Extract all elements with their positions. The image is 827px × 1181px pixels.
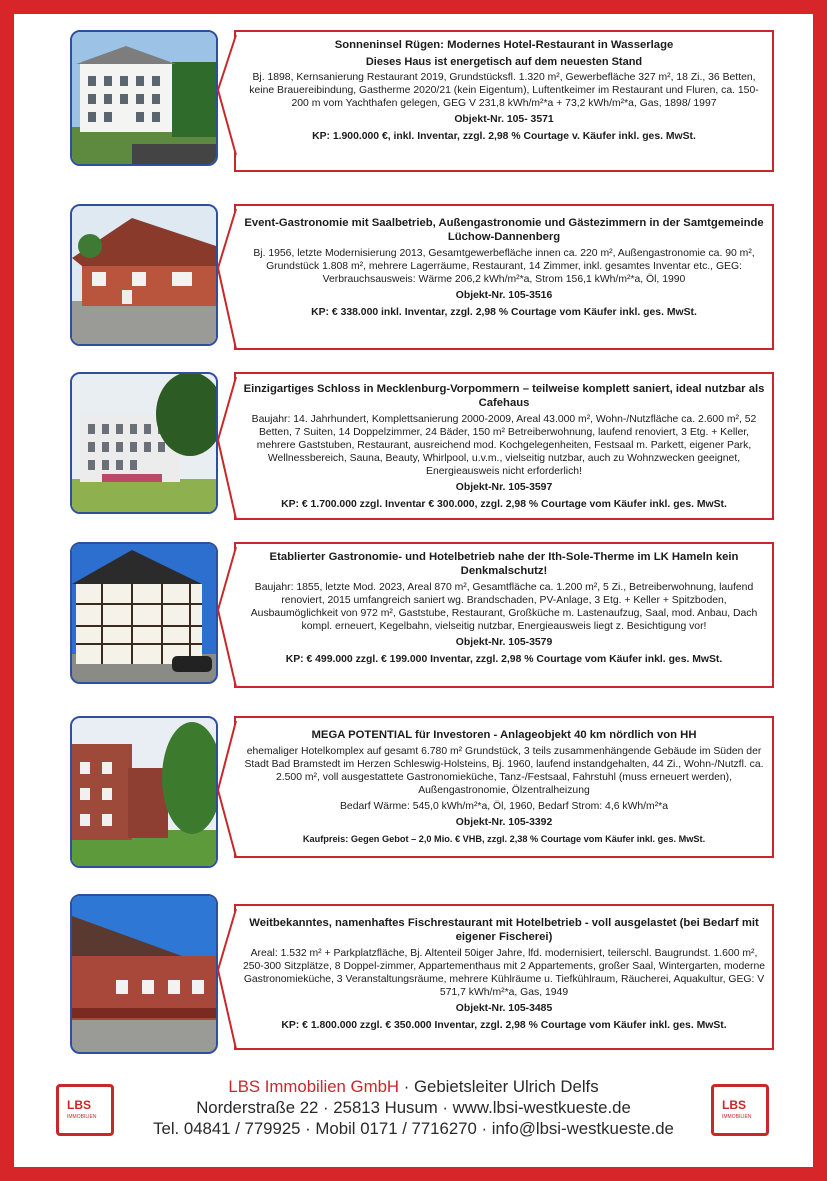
purchase-price: KP: 1.900.000 €, inkl. Inventar, zzgl. 2,98 % Courtage v. Käufer inkl. ges. MwSt.	[312, 131, 696, 142]
object-number: Objekt-Nr. 105-3597	[455, 482, 553, 493]
listing-title: Weitbekanntes, namenhaftes Fischrestaurant mit Hotelbetrieb - voll ausgelastet (bei Bedarf mit eigener Fischerei)	[249, 917, 759, 943]
listing-photo	[70, 30, 218, 166]
listing-title: Einzigartiges Schloss in Mecklenburg-Vorpommern – teilweise komplett saniert, ideal nutzbar als Cafehaus	[243, 383, 765, 409]
listing-card	[234, 716, 774, 858]
purchase-price: KP: € 338.000 inkl. Inventar, zzgl. 2,98 % Courtage vom Käufer inkl. ges. MwSt.	[311, 307, 697, 318]
listing-photo	[70, 204, 218, 346]
listing-card	[234, 204, 774, 350]
logo-subtext: IMMOBILIEN	[67, 1114, 97, 1120]
footer-phone-email: Tel. 04841 / 779925 · Mobil 0171 / 7716270 · info@lbsi-westkueste.de	[153, 1119, 674, 1138]
listing-title: Event-Gastronomie mit Saalbetrieb, Außengastronomie und Gästezimmern in der Samtgemeinde Lüchow-Dannenberg	[244, 217, 764, 243]
object-number: Objekt-Nr. 105-3485	[455, 1003, 553, 1014]
object-number: Objekt-Nr. 105-3516	[455, 290, 553, 301]
listing-details: Baujahr: 14. Jahrhundert, Komplettsanierung 2000-2009, Areal 43.000 m², Wohn-/Nutzfläche ca. 2.600 m², 52 Betten, 7 Suiten, 14 Doppelzimmer, 24 Bäder, 150 m² Betreiberwohnung, laufend renoviert, 3 Etg. + Keller, mehrere Gaststuben, Restaurant, ausreichend mod. Kochgelegenheiten, Festsaal m. Parkett, eigener Park, Wellnessbereich, Sauna, Beauty, Whirlpool, u.v.m., vielseitig nutzbar, auch zu Wohnzwecken geeignet, Energieausweis nicht erforderlich!	[251, 414, 757, 477]
listing-details: ehemaliger Hotelkomplex auf gesamt 6.780 m² Grundstück, 3 teils zusammenhängende Gebäude im Süden der Stadt Bad Bramstedt im Herzen Schleswig-Holsteins, Bj. 1960, laufend instandgehalten, 44 Zi., Wohn-/Nutzfl. ca. 2.500 m², voll ausgestattete Gastronomieküche, Tanz-/Festsaal, Fahrstuhl (muss erneuert werden), Außengastronomie, Ölzentralheizung	[244, 746, 764, 796]
listing-photo	[70, 542, 218, 684]
listing-photo	[70, 372, 218, 514]
listing-card	[234, 30, 774, 172]
footer-address: Norderstraße 22 · 25813 Husum · www.lbsi-westkueste.de	[196, 1098, 631, 1117]
listing-photo	[70, 894, 218, 1054]
logo-text: LBS	[67, 1098, 91, 1112]
energy-details: Bedarf Wärme: 545,0 kWh/m²*a, Öl, 1960, Bedarf Strom: 4,6 kWh/m²*a	[339, 801, 668, 812]
listing-details: Bj. 1898, Kernsanierung Restaurant 2019, Grundstücksfl. 1.320 m², Gewerbefläche 327 m², 18 Zi., 36 Betten, keine Brauereibindung, Gastherme 2020/21 (kein Eigentum), Luftentkeimer im Restaurant und Fluren, ca. 150-200 m vom Yachthafen gelegen, GEG V 231,8 kWh/m²*a + 73,2 kWh/m²*a, Gas, 1898/ 1997	[249, 72, 759, 109]
footer	[14, 1076, 813, 1156]
purchase-price: KP: € 1.800.000 zzgl. € 350.000 Inventar, zzgl. 2,98 % Courtage vom Käufer inkl. ges. MwSt.	[281, 1020, 727, 1031]
object-number: Objekt-Nr. 105-3579	[455, 637, 553, 648]
purchase-price: Kaufpreis: Gegen Gebot – 2,0 Mio. € VHB, zzgl. 2,38 % Courtage vom Käufer inkl. ges. MwSt.	[302, 834, 706, 844]
listing-photo	[70, 716, 218, 868]
logo-text: LBS	[722, 1098, 746, 1112]
company-name: LBS Immobilien GmbH	[228, 1077, 400, 1096]
object-number: Objekt-Nr. 105-3392	[455, 817, 553, 828]
listing-subtitle: Dieses Haus ist energetisch auf dem neuesten Stand	[365, 56, 643, 68]
footer-contact-line-1	[14, 1076, 813, 1097]
brochure-page	[14, 14, 813, 1167]
listing-card	[234, 372, 774, 520]
listing-card	[234, 904, 774, 1050]
logo-subtext: IMMOBILIEN	[722, 1114, 752, 1120]
listing-card	[234, 542, 774, 688]
listing-title: MEGA POTENTIAL für Investoren - Anlageobjekt 40 km nördlich von HH	[311, 729, 697, 741]
purchase-price: KP: € 499.000 zzgl. € 199.000 Inventar, zzgl. 2,98 % Courtage vom Käufer inkl. ges. MwSt.	[285, 654, 723, 665]
listing-details: Bj. 1956, letzte Modernisierung 2013, Gesamtgewerbefläche innen ca. 220 m², Außengastronomie ca. 90 m², Grundstück 1.808 m², mehrere Lagerräume, Restaurant, 14 Zimmer, inkl. gesamtes Inventar etc., GEG: Verbrauchsausweis: Wärme 206,2 kWh/m²*a, Strom 156,1 kWh/m²*a, Öl, 1990	[253, 248, 755, 285]
object-number: Objekt-Nr. 105- 3571	[454, 114, 554, 125]
listing-details: Areal: 1.532 m² + Parkplatzfläche, Bj. Altenteil 50iger Jahre, lfd. modernisiert, teilerschl. Baugrundst. 1.600 m², 250-300 Sitzplätze, 8 Doppel-zimmer, Appartementhaus mit 2 Appartements, großer Saal, Wintergarten, moderne Gastronomieküche, 3 Veranstaltungsräume, mehrere Kühlräume u. Tiefkühlraum, Räucherei, Aquakultur, GEG: V 571,7 kWh/m²*a, Gas, 1949	[242, 948, 766, 998]
listing-details: Baujahr: 1855, letzte Mod. 2023, Areal 870 m², Gesamtfläche ca. 1.200 m², 5 Zi., Betreiberwohnung, laufend renoviert, 2015 umfangreich saniert wg. Brandschaden, PV-Anlage, 3 Etg. + Keller + Spitzboden, Ausbaumöglichkeit von 972 m², Gaststube, Restaurant, Großküche m. Lastenaufzug, Saal, mod. Anbau, Dach kompl. erneuert, Kegelbahn, vielseitig nutzbar, Energieausweis liegt z. Besichtigung vor!	[250, 582, 758, 632]
listing-title: Etablierter Gastronomie- und Hotelbetrieb nahe der Ith-Sole-Therme im LK Hameln kein Denkmalschutz!	[269, 551, 739, 577]
contact-person: · Gebietsleiter Ulrich Delfs	[399, 1077, 599, 1096]
listing-title: Sonneninsel Rügen: Modernes Hotel-Restaurant in Wasserlage	[334, 39, 674, 51]
purchase-price: KP: € 1.700.000 zzgl. Inventar € 300.000, zzgl. 2,98 % Courtage vom Käufer inkl. ges. MwSt.	[281, 499, 727, 510]
